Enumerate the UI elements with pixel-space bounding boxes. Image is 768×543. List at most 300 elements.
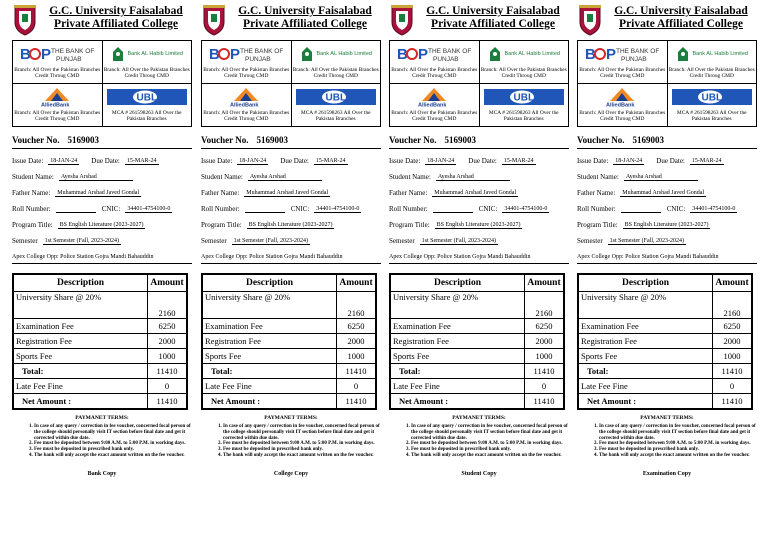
roll-number-value [433,212,473,213]
bank-al-habib-cell [479,41,569,83]
total-label: Total: [578,364,713,379]
bank-note: Branch: All Over the Pakistan Branches Credit Throug CMD [391,110,478,123]
roll-number-value [621,212,661,213]
student-name-row [577,173,757,181]
voucher-number-label: Voucher No. [577,135,625,145]
allied-bank-icon [228,87,264,107]
ubl-cell [102,84,192,126]
bank-note: MCA # 261598263 All Over the Pakistan Branches [111,110,182,123]
bank-note: Branch: All Over the Pakistan Branches Credit Throug CMD [14,110,101,123]
semester-row [201,237,381,245]
voucher-header [577,4,757,38]
net-amount-row [13,394,187,410]
university-title [605,5,757,30]
late-fee-row [202,379,376,394]
dates-row [577,157,757,165]
father-name-row [577,189,757,197]
ubl-logo [103,87,192,107]
cnic-value: 34401-4754100-0 [504,206,548,212]
fee-label: Sports Fee [202,349,337,364]
amount-header: Amount [148,274,188,292]
roll-number-label: Roll Number: [201,205,240,213]
bank-note: MCA # 261598263 All Over the Pakistan Branches [676,110,747,123]
svg-text:B: B [397,46,409,63]
father-name-value: Muhammad Arshad Javed Gondal [57,190,140,196]
allied-bank-cell [390,84,479,126]
payment-terms-list [577,424,757,459]
bank-al-habib-logo [480,44,569,64]
svg-text:P: P [606,46,617,63]
payment-term: 3. Fee must be deposited in prescribed bank only. [411,447,569,453]
net-amount-value: 11410 [337,394,377,410]
net-amount-value: 11410 [525,394,565,410]
father-name-value: Muhammad Arshad Javed Gondal [246,190,329,196]
voucher-header [12,4,192,38]
bank-panel [201,40,381,127]
payment-term: 3. Fee must be deposited in prescribed bank only. [34,447,192,453]
amount-header: Amount [337,274,377,292]
semester-row [577,237,757,245]
payment-term: 4. The bank will only accept the exact amount written on the fee voucher. [34,453,192,459]
voucher-slip-3 [389,4,569,524]
program-title-value: BS English Literature (2023-2027) [436,222,521,228]
svg-text:UBL: UBL [325,92,346,104]
student-name-label: Student Name: [12,173,54,181]
svg-text:THE BANK OF: THE BANK OF [428,48,472,55]
svg-text:AlliedBank: AlliedBank [418,102,447,107]
fee-label: Sports Fee [390,349,525,364]
cnic-value: 34401-4754100-0 [316,206,360,212]
student-name-value: Ayesha Arshad [624,174,698,181]
payment-terms-title: PAYMANET TERMS: [75,415,129,421]
net-amount-value: 11410 [713,394,753,410]
payment-terms-title: PAYMANET TERMS: [264,415,318,421]
bank-note: MCA # 261598263 All Over the Pakistan Branches [300,110,371,123]
student-name-label: Student Name: [389,173,431,181]
cnic-value: 34401-4754100-0 [692,206,736,212]
university-title [40,5,192,30]
voucher-header [201,4,381,38]
fee-amount: 1000 [525,349,565,364]
fee-label: Registration Fee [13,334,148,349]
bank-note: Branch: All Over the Pakistan Branches Credit Throug CMD [14,67,101,80]
payment-terms-list [389,424,569,459]
bank-al-habib-icon [676,46,690,62]
amount-header: Amount [525,274,565,292]
ubl-cell [479,84,569,126]
allied-bank-logo [202,87,291,107]
svg-text:PUNJAB: PUNJAB [56,56,82,63]
program-row [389,221,569,229]
fee-amount: 6250 [525,319,565,334]
bank-of-punjab-cell [578,41,667,83]
college-type: Private Affiliated College [431,17,555,30]
fee-row [202,349,376,364]
fee-label: Examination Fee [202,319,337,334]
fee-amount: 1000 [713,349,753,364]
bank-of-punjab-logo [13,44,102,64]
issue-date-value: 18-JAN-24 [239,158,267,164]
bop-icon [209,44,283,64]
bank-note: Branch: All Over the Pakistan Branches Credit Throug CMD [391,67,478,80]
fee-amount: 2160 [713,292,753,319]
fee-amount: 2000 [337,334,377,349]
fee-amount: 6250 [337,319,377,334]
svg-text:B: B [20,46,32,63]
total-row [13,364,187,379]
description-header: Description [202,274,337,292]
svg-text:P: P [418,46,429,63]
total-label: Total: [390,364,525,379]
payment-terms-title: PAYMANET TERMS: [640,415,694,421]
voucher-number-label: Voucher No. [389,135,437,145]
cnic-label: CNIC: [666,205,686,213]
university-crest-icon [389,4,415,36]
svg-text:B: B [209,46,221,63]
program-title-label: Program Title: [201,221,242,229]
fee-label: Examination Fee [13,319,148,334]
fee-row [578,292,752,319]
fee-table [389,273,565,410]
net-amount-row [578,394,752,410]
fee-row [390,349,564,364]
net-amount-label: Net Amount : [13,394,148,410]
svg-text:PUNJAB: PUNJAB [621,56,647,63]
allied-bank-cell [578,84,667,126]
fee-label: University Share @ 20% [202,292,337,319]
fee-table [12,273,188,410]
father-name-value: Muhammad Arshad Javed Gondal [434,190,517,196]
fee-amount: 6250 [713,319,753,334]
allied-bank-cell [13,84,102,126]
svg-text:AlliedBank: AlliedBank [41,102,70,107]
bank-of-punjab-cell [13,41,102,83]
bank-note: Branch: All Over the Pakistan Branches Credit Throug CMD [579,67,666,80]
bank-panel [577,40,757,127]
fee-row [13,319,187,334]
fee-amount: 2000 [713,334,753,349]
fee-label: University Share @ 20% [578,292,713,319]
payment-terms-list [12,424,192,459]
total-amount: 11410 [713,364,753,379]
late-fee-amount: 0 [525,379,565,394]
bank-al-habib-cell [102,41,192,83]
voucher-number-row [201,135,381,149]
semester-value: 1st Semester (Fall, 2023-2024) [44,238,119,244]
fee-amount: 6250 [148,319,188,334]
semester-label: Semester [12,237,38,245]
college-address: Apex College Opp: Police Station Gojra Mandi Bahauddin [12,254,192,264]
issue-date-label: Issue Date: [201,157,233,165]
payment-term: 3. Fee must be deposited in prescribed bank only. [599,447,757,453]
bank-note: Branch: All Over the Pakistan Branches Credit Throug CMD [203,110,290,123]
program-title-label: Program Title: [389,221,430,229]
issue-date-label: Issue Date: [389,157,421,165]
ubl-logo [292,87,381,107]
bank-of-punjab-cell [202,41,291,83]
issue-date-label: Issue Date: [12,157,44,165]
ubl-icon [296,89,376,105]
allied-bank-icon [604,87,640,107]
payment-term: 1. In case of any query / correction in fee voucher, concerned focal person of the college should personally visit IT section before final date and get it corrected within due date. [411,424,569,441]
total-row [578,364,752,379]
semester-label: Semester [389,237,415,245]
university-name: G.C. University Faisalabad [238,5,372,17]
payment-term: 2. Fee must be deposited between 9:00 A.M. to 5:00 P.M. in working days. [411,441,569,447]
svg-text:P: P [41,46,52,63]
description-header: Description [13,274,148,292]
fee-label: Sports Fee [13,349,148,364]
bank-panel [389,40,569,127]
due-date-value: 15-MAR-24 [126,158,157,164]
net-amount-value: 11410 [148,394,188,410]
fee-row [390,319,564,334]
fee-label: Registration Fee [202,334,337,349]
payment-term: 1. In case of any query / correction in fee voucher, concerned focal person of the college should personally visit IT section before final date and get it corrected within due date. [599,424,757,441]
bank-note: Branch: All Over the Pakistan Branches Credit Throug CMD [668,67,755,80]
roll-number-value [56,212,96,213]
university-crest-icon [12,4,38,36]
voucher-number: 5169003 [256,135,289,145]
svg-text:UBL: UBL [701,92,722,104]
college-address: Apex College Opp: Police Station Gojra Mandi Bahauddin [389,254,569,264]
issue-date-label: Issue Date: [577,157,609,165]
payment-term: 1. In case of any query / correction in fee voucher, concerned focal person of the college should personally visit IT section before final date and get it corrected within due date. [223,424,381,441]
voucher-number-row [389,135,569,149]
total-label: Total: [202,364,337,379]
bank-note: Branch: All Over the Pakistan Branches Credit Throug CMD [203,67,290,80]
university-crest-icon [577,4,603,36]
bank-al-habib-logo [103,44,192,64]
father-name-row [12,189,192,197]
bank-note: Branch: All Over the Pakistan Branches Credit Throug CMD [579,110,666,123]
fee-amount: 2160 [525,292,565,319]
net-amount-label: Net Amount : [390,394,525,410]
father-name-label: Father Name: [577,189,616,197]
total-row [202,364,376,379]
amount-header: Amount [713,274,753,292]
bank-al-habib-cell [667,41,757,83]
bank-al-habib-name: Bank AL Habib Limited [692,51,748,57]
ubl-icon [107,89,187,105]
voucher-number: 5169003 [67,135,100,145]
ubl-icon [484,89,564,105]
program-row [12,221,192,229]
dates-row [389,157,569,165]
bank-note: Branch: All Over the Pakistan Branches Credit Throug CMD [292,67,379,80]
cnic-label: CNIC: [101,205,121,213]
program-title-value: BS English Literature (2023-2027) [248,222,333,228]
fee-amount: 1000 [148,349,188,364]
late-fee-amount: 0 [148,379,188,394]
late-fee-label: Late Fee Fine [390,379,525,394]
voucher-slip-4 [577,4,757,524]
cnic-label: CNIC: [478,205,498,213]
svg-text:THE BANK OF: THE BANK OF [51,48,95,55]
ubl-cell [667,84,757,126]
bop-icon [397,44,471,64]
roll-number-label: Roll Number: [389,205,428,213]
bank-al-habib-name: Bank AL Habib Limited [316,51,372,57]
fee-row [202,334,376,349]
net-amount-row [202,394,376,410]
ubl-logo [668,87,757,107]
fee-amount: 2160 [337,292,377,319]
semester-label: Semester [201,237,227,245]
payment-term: 2. Fee must be deposited between 9:00 A.M. to 5:00 P.M. in working days. [34,441,192,447]
student-name-value: Ayesha Arshad [248,174,322,181]
bank-al-habib-cell [291,41,381,83]
issue-date-value: 18-JAN-24 [50,158,78,164]
issue-date-value: 18-JAN-24 [427,158,455,164]
fee-row [13,349,187,364]
allied-bank-cell [202,84,291,126]
fee-label: Examination Fee [578,319,713,334]
semester-value: 1st Semester (Fall, 2023-2024) [609,238,684,244]
allied-bank-logo [390,87,479,107]
program-row [577,221,757,229]
bank-al-habib-logo [292,44,381,64]
roll-cnic-row [577,205,757,213]
ubl-cell [291,84,381,126]
fee-row [202,319,376,334]
roll-number-value [245,212,285,213]
svg-text:THE BANK OF: THE BANK OF [616,48,660,55]
due-date-label: Due Date: [91,157,120,165]
svg-text:B: B [585,46,597,63]
due-date-value: 15-MAR-24 [315,158,346,164]
fee-row [202,292,376,319]
bank-al-habib-name: Bank AL Habib Limited [504,51,560,57]
svg-text:UBL: UBL [513,92,534,104]
father-name-row [201,189,381,197]
student-name-label: Student Name: [577,173,619,181]
semester-label: Semester [577,237,603,245]
semester-row [12,237,192,245]
student-name-value: Ayesha Arshad [436,174,510,181]
allied-bank-icon [39,87,75,107]
total-amount: 11410 [148,364,188,379]
university-name: G.C. University Faisalabad [49,5,183,17]
father-name-label: Father Name: [201,189,240,197]
total-amount: 11410 [337,364,377,379]
fee-row [13,292,187,319]
issue-date-value: 18-JAN-24 [615,158,643,164]
voucher-number-label: Voucher No. [12,135,60,145]
student-name-row [389,173,569,181]
svg-text:UBL: UBL [136,92,157,104]
bank-al-habib-logo [668,44,757,64]
net-amount-label: Net Amount : [578,394,713,410]
student-name-row [12,173,192,181]
net-amount-label: Net Amount : [202,394,337,410]
voucher-slip-1 [12,4,192,524]
fee-amount: 2000 [525,334,565,349]
copy-label: Student Copy [461,470,497,477]
voucher-number-row [12,135,192,149]
bank-note: Branch: All Over the Pakistan Branches Credit Throug CMD [103,67,190,80]
roll-cnic-row [389,205,569,213]
svg-text:THE BANK OF: THE BANK OF [240,48,284,55]
voucher-number-row [577,135,757,149]
payment-term: 1. In case of any query / correction in fee voucher, concerned focal person of the college should personally visit IT section before final date and get it corrected within due date. [34,424,192,441]
voucher-number: 5169003 [444,135,477,145]
fee-row [578,349,752,364]
program-row [201,221,381,229]
due-date-label: Due Date: [280,157,309,165]
total-label: Total: [13,364,148,379]
late-fee-label: Late Fee Fine [13,379,148,394]
total-amount: 11410 [525,364,565,379]
fee-table [201,273,377,410]
svg-text:PUNJAB: PUNJAB [433,56,459,63]
fee-row [578,319,752,334]
fee-label: Sports Fee [578,349,713,364]
college-type: Private Affiliated College [619,17,743,30]
fee-label: University Share @ 20% [13,292,148,319]
fee-label: University Share @ 20% [390,292,525,319]
net-amount-row [390,394,564,410]
student-name-row [201,173,381,181]
fee-row [578,334,752,349]
voucher-slip-2 [201,4,381,524]
due-date-value: 15-MAR-24 [503,158,534,164]
bank-al-habib-icon [300,46,314,62]
fee-row [390,334,564,349]
fee-label: Examination Fee [390,319,525,334]
bank-al-habib-icon [111,46,125,62]
semester-value: 1st Semester (Fall, 2023-2024) [421,238,496,244]
payment-term: 2. Fee must be deposited between 9:00 A.M. to 5:00 P.M. in working days. [223,441,381,447]
university-name: G.C. University Faisalabad [614,5,748,17]
program-title-value: BS English Literature (2023-2027) [59,222,144,228]
bop-icon [585,44,659,64]
payment-term: 2. Fee must be deposited between 9:00 A.M. to 5:00 P.M. in working days. [599,441,757,447]
payment-terms-title: PAYMANET TERMS: [452,415,506,421]
svg-text:P: P [230,46,241,63]
program-title-label: Program Title: [577,221,618,229]
payment-terms-list [201,424,381,459]
allied-bank-logo [13,87,102,107]
fee-table [577,273,753,410]
roll-number-label: Roll Number: [12,205,51,213]
university-name: G.C. University Faisalabad [426,5,560,17]
college-type: Private Affiliated College [243,17,367,30]
late-fee-label: Late Fee Fine [202,379,337,394]
voucher-number: 5169003 [632,135,665,145]
program-title-label: Program Title: [12,221,53,229]
due-date-value: 15-MAR-24 [691,158,722,164]
late-fee-row [390,379,564,394]
due-date-label: Due Date: [656,157,685,165]
svg-text:PUNJAB: PUNJAB [245,56,271,63]
roll-cnic-row [12,205,192,213]
father-name-row [389,189,569,197]
bank-note: Branch: All Over the Pakistan Branches Credit Throug CMD [480,67,567,80]
roll-number-label: Roll Number: [577,205,616,213]
copy-label: Examination Copy [642,470,692,477]
description-header: Description [578,274,713,292]
allied-bank-icon [416,87,452,107]
program-title-value: BS English Literature (2023-2027) [624,222,709,228]
bank-of-punjab-logo [202,44,291,64]
semester-value: 1st Semester (Fall, 2023-2024) [233,238,308,244]
student-name-value: Ayesha Arshad [59,174,133,181]
bank-of-punjab-logo [578,44,667,64]
ubl-icon [672,89,752,105]
payment-term: 3. Fee must be deposited in prescribed bank only. [223,447,381,453]
payment-term: 4. The bank will only accept the exact amount written on the fee voucher. [411,453,569,459]
